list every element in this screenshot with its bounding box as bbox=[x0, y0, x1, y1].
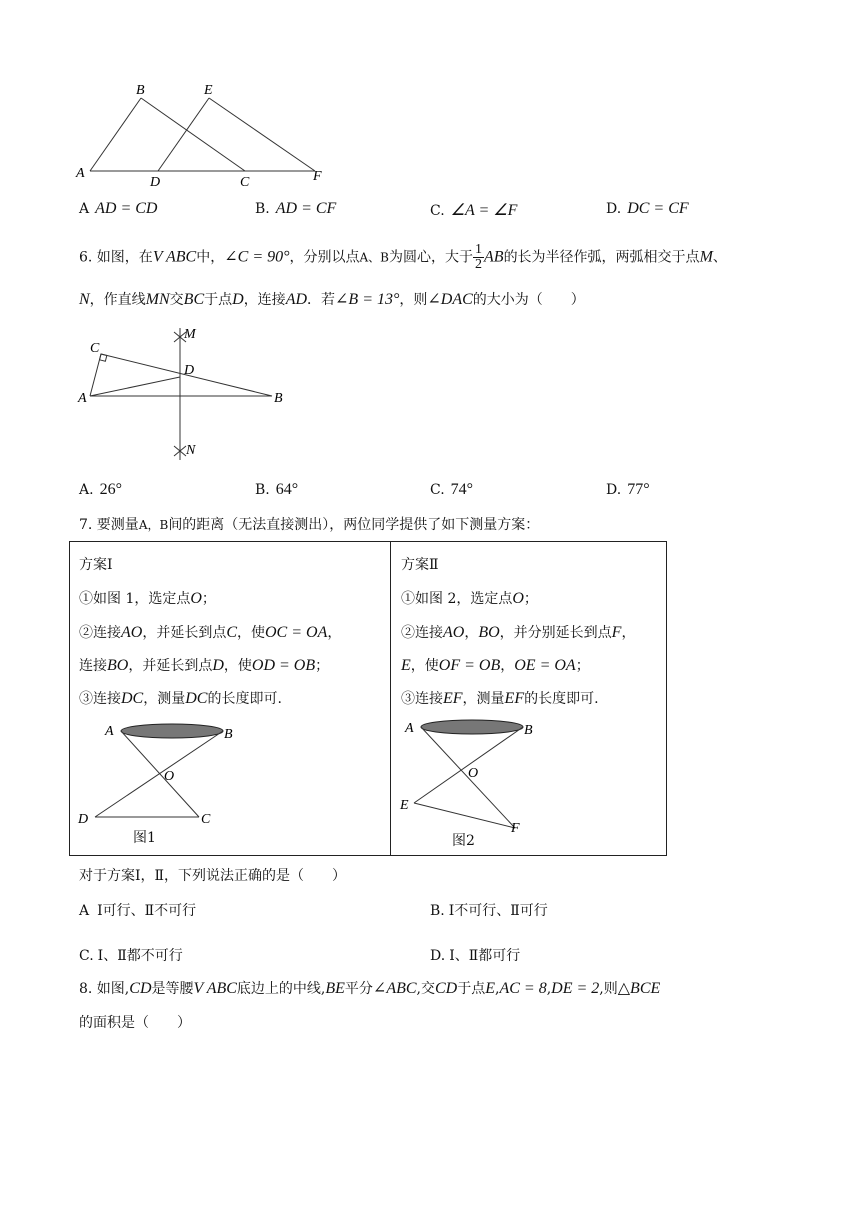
q6-fraction: $\frac{1}{2}$ bbox=[475, 242, 483, 272]
q5-option-b[interactable]: B. AD = CF bbox=[255, 200, 337, 217]
plan1-step3: 连接BO，并延长到点D，使OD = OB； bbox=[79, 657, 330, 674]
plan1-label-o: O bbox=[164, 769, 175, 784]
q5-option-d[interactable]: D. DC = CF bbox=[606, 200, 689, 217]
plan1-step1: ①如图 1，选定点O； bbox=[79, 590, 216, 607]
plan2-label-f: F bbox=[511, 821, 520, 836]
plan2-label-o: O bbox=[468, 766, 479, 781]
plan2-figure bbox=[396, 716, 556, 838]
q6-option-d[interactable]: D. 77° bbox=[606, 481, 650, 498]
q6-figure bbox=[70, 320, 300, 470]
plan1-caption: 图1 bbox=[133, 830, 156, 846]
plan2-step2: ②连接AO，BO，并分别延长到点F， bbox=[401, 624, 636, 641]
plan2-step3: E，使OF = OB，OE = OA； bbox=[401, 657, 590, 674]
plan1-label-a: A bbox=[105, 724, 114, 739]
plan1-figure bbox=[74, 719, 244, 831]
q7-option-c[interactable]: C. Ⅰ、Ⅱ都不可行 bbox=[79, 948, 183, 964]
q6-label-a: A bbox=[78, 391, 87, 406]
plan2-label-a: A bbox=[405, 721, 414, 736]
plan1-label-c: C bbox=[201, 812, 211, 827]
q6-label-m: M bbox=[184, 327, 196, 342]
q7-plans-table bbox=[69, 541, 667, 856]
q5-label-f: F bbox=[313, 169, 322, 184]
q6-stem-line1: 6. 如图，在V ABC中，∠C = 90°，分别以点A、B为圆心，大于 $\frac{1}{2}$ AB的长为半径作弧，两弧相交于点M、 bbox=[79, 242, 727, 272]
q5-option-a[interactable]: A AD = CD bbox=[79, 200, 158, 217]
q7-stem: 7. 要测量A，B间的距离（无法直接测出），两位同学提供了如下测量方案： bbox=[79, 517, 540, 533]
table-divider bbox=[390, 542, 391, 855]
q5-label-e: E bbox=[204, 83, 213, 98]
plan1-label-b: B bbox=[224, 727, 233, 742]
q6-option-a[interactable]: A. 26° bbox=[79, 481, 122, 498]
q6-stem-line2: N，作直线MN交BC于点D，连接AD．若∠B = 13°，则∠DAC的大小为（ ） bbox=[79, 291, 585, 308]
q7-option-d[interactable]: D. Ⅰ、Ⅱ都可行 bbox=[430, 948, 521, 964]
q5-label-b: B bbox=[136, 83, 145, 98]
plan1-label-d: D bbox=[78, 812, 89, 827]
q6-label-d: D bbox=[184, 363, 195, 378]
q7-followup: 对于方案Ⅰ，Ⅱ，下列说法正确的是（ ） bbox=[79, 868, 347, 884]
q5-label-a: A bbox=[76, 166, 85, 181]
q5-option-c[interactable]: C. ∠A = ∠F bbox=[430, 202, 518, 219]
q6-option-c[interactable]: C. 74° bbox=[430, 481, 474, 498]
plan2-step4: ③连接EF，测量EF的长度即可. bbox=[401, 690, 599, 707]
plan2-title: 方案Ⅱ bbox=[401, 557, 439, 573]
plan2-label-e: E bbox=[400, 798, 409, 813]
plan1-title: 方案Ⅰ bbox=[79, 557, 113, 573]
plan2-step1: ①如图 2，选定点O； bbox=[401, 590, 538, 607]
q6-option-b[interactable]: B. 64° bbox=[255, 481, 299, 498]
q7-option-a[interactable]: A Ⅰ可行、Ⅱ不可行 bbox=[79, 903, 197, 919]
q6-label-b: B bbox=[274, 391, 283, 406]
q5-figure bbox=[70, 80, 340, 192]
q8-stem-line2: 的面积是（ ） bbox=[79, 1015, 191, 1031]
plan2-caption: 图2 bbox=[452, 833, 475, 849]
q6-label-c: C bbox=[90, 341, 100, 356]
q6-label-n: N bbox=[186, 443, 196, 458]
plan1-step4: ③连接DC，测量DC的长度即可. bbox=[79, 690, 282, 707]
plan2-label-b: B bbox=[524, 723, 533, 738]
q5-label-d: D bbox=[150, 175, 161, 190]
plan1-step2: ②连接AO，并延长到点C，使OC = OA， bbox=[79, 624, 342, 641]
q5-label-c: C bbox=[240, 175, 250, 190]
q7-option-b[interactable]: B. Ⅰ不可行、Ⅱ可行 bbox=[430, 903, 548, 919]
q8-stem-line1: 8. 如图,CD是等腰V ABC底边上的中线,BE平分∠ABC,交CD于点E,AC = 8,DE = 2,则△BCE bbox=[79, 980, 661, 997]
